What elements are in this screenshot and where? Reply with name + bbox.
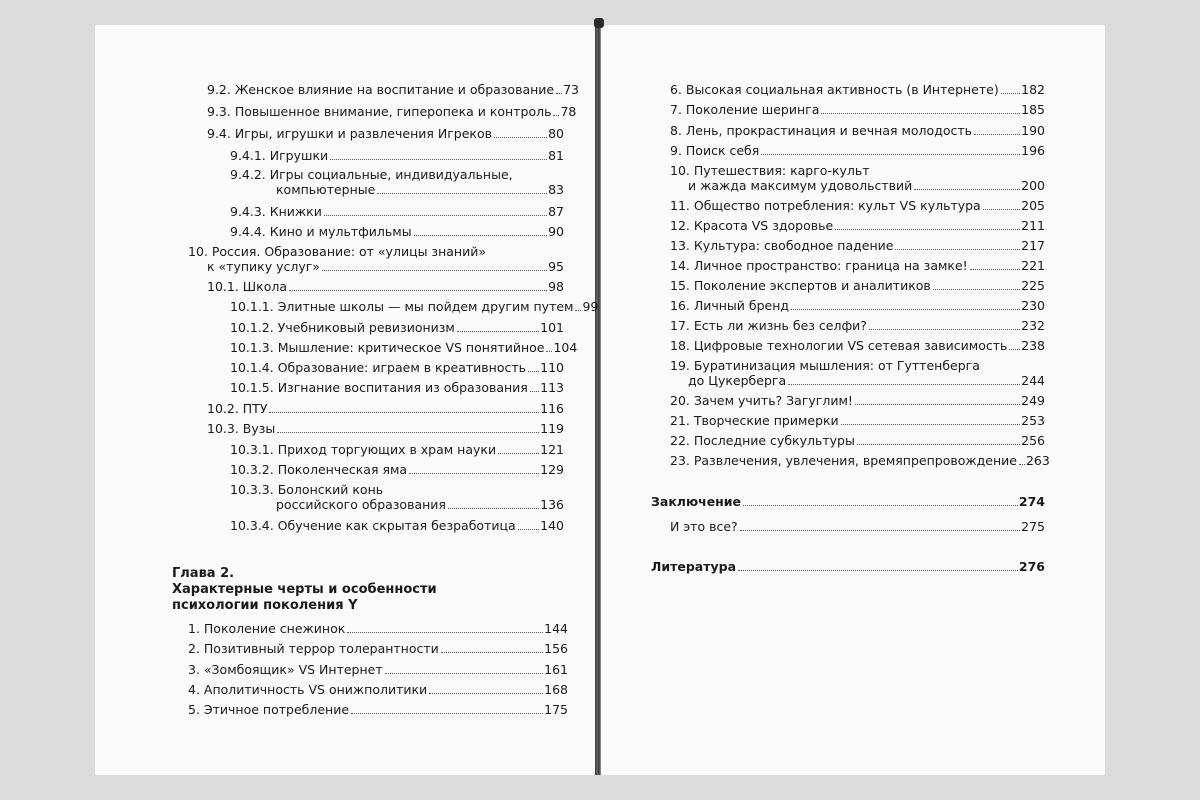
toc-entry: 1. Поколение снежинок 144 [188, 621, 568, 636]
chapter-title: Характерные черты и особенности [172, 582, 437, 597]
toc-entry: 12. Красота VS здоровье 211 [670, 218, 1045, 233]
toc-entry-line: 10. Россия. Образование: от «улицы знаний» [188, 244, 486, 259]
toc-entry: до Цукерберга 244 [688, 373, 1045, 388]
toc-entry: 14. Личное пространство: граница на замке! 221 [670, 258, 1045, 273]
toc-entry: 20. Зачем учить? Загуглим! 249 [670, 393, 1045, 408]
toc-entry: 2. Позитивный террор толерантности 156 [188, 641, 568, 656]
toc-entry: 11. Общество потребления: культ VS культура 205 [670, 198, 1045, 213]
toc-entry: российского образования 136 [276, 497, 564, 512]
toc-entry-line: 9.4.2. Игры социальные, индивидуальные, [230, 167, 513, 182]
toc-entry: 9. Поиск себя 196 [670, 143, 1045, 158]
toc-entry: 10.2. ПТУ 116 [207, 401, 564, 416]
toc-entry: компьютерные 83 [276, 182, 564, 197]
toc-entry: 10.1.4. Образование: играем в креативность 110 [230, 360, 564, 375]
toc-entry: 10.1.2. Учебниковый ревизионизм 101 [230, 320, 564, 335]
toc-entry: 9.3. Повышенное внимание, гиперопека и контроль 78 [207, 104, 577, 119]
toc-entry: 6. Высокая социальная активность (в Интернете) 182 [670, 82, 1045, 97]
toc-entry: 22. Последние субкультуры 256 [670, 433, 1045, 448]
toc-entry: 23. Развлечения, увлечения, времяпрепровождение 263 [670, 453, 1050, 468]
toc-conclusion: Заключение 274 [651, 494, 1045, 509]
toc-entry: 10.3.1. Приход торгующих в храм науки 121 [230, 442, 564, 457]
toc-entry: И это все? 275 [670, 519, 1045, 534]
toc-entry: 15. Поколение экспертов и аналитиков 225 [670, 278, 1045, 293]
toc-entry: 21. Творческие примерки 253 [670, 413, 1045, 428]
toc-entry-line: 10.3.3. Болонский конь [230, 482, 384, 497]
toc-entry: 9.4.4. Кино и мультфильмы 90 [230, 224, 564, 239]
toc-entry: 13. Культура: свободное падение 217 [670, 238, 1045, 253]
toc-entry: 10.1.3. Мышление: критическое VS понятийное 104 [230, 340, 578, 355]
toc-entry: 10.3. Вузы 119 [207, 421, 564, 436]
toc-entry: 17. Есть ли жизнь без селфи? 232 [670, 318, 1045, 333]
toc-entry: 18. Цифровые технологии VS сетевая зависимость 238 [670, 338, 1045, 353]
toc-entry: 10.1.1. Элитные школы — мы пойдем другим путем 99 [230, 299, 599, 314]
toc-entry: 10.3.2. Поколенческая яма 129 [230, 462, 564, 477]
toc-entry: к «тупику услуг» 95 [207, 259, 564, 274]
toc-entry: 10.1.5. Изгнание воспитания из образования 113 [230, 380, 564, 395]
toc-entry: и жажда максимум удовольствий 200 [688, 178, 1045, 193]
chapter-number: Глава 2. [172, 566, 235, 581]
toc-entry: 5. Этичное потребление 175 [188, 702, 568, 717]
toc-entry: 9.4. Игры, игрушки и развлечения Игреков 80 [207, 126, 564, 141]
book-gutter [595, 25, 601, 775]
toc-entry: 9.2. Женское влияние на воспитание и образование 73 [207, 82, 580, 97]
toc-entry: 9.4.1. Игрушки 81 [230, 148, 564, 163]
toc-entry: 9.4.3. Книжки 87 [230, 204, 564, 219]
binding-mark [594, 18, 604, 28]
toc-entry: 4. Аполитичность VS онижполитики 168 [188, 682, 568, 697]
toc-literature: Литература 276 [651, 559, 1045, 574]
chapter-title: психологии поколения Y [172, 598, 358, 613]
toc-entry-line: 10. Путешествия: карго-культ [670, 163, 870, 178]
toc-entry-line: 19. Буратинизация мышления: от Гуттенберга [670, 358, 980, 373]
toc-entry: 8. Лень, прокрастинация и вечная молодость 190 [670, 123, 1045, 138]
toc-entry: 7. Поколение шеринга 185 [670, 102, 1045, 117]
toc-entry: 10.1. Школа 98 [207, 279, 564, 294]
toc-entry: 3. «Зомбоящик» VS Интернет 161 [188, 662, 568, 677]
toc-entry: 16. Личный бренд 230 [670, 298, 1045, 313]
toc-entry: 10.3.4. Обучение как скрытая безработица 140 [230, 518, 564, 533]
